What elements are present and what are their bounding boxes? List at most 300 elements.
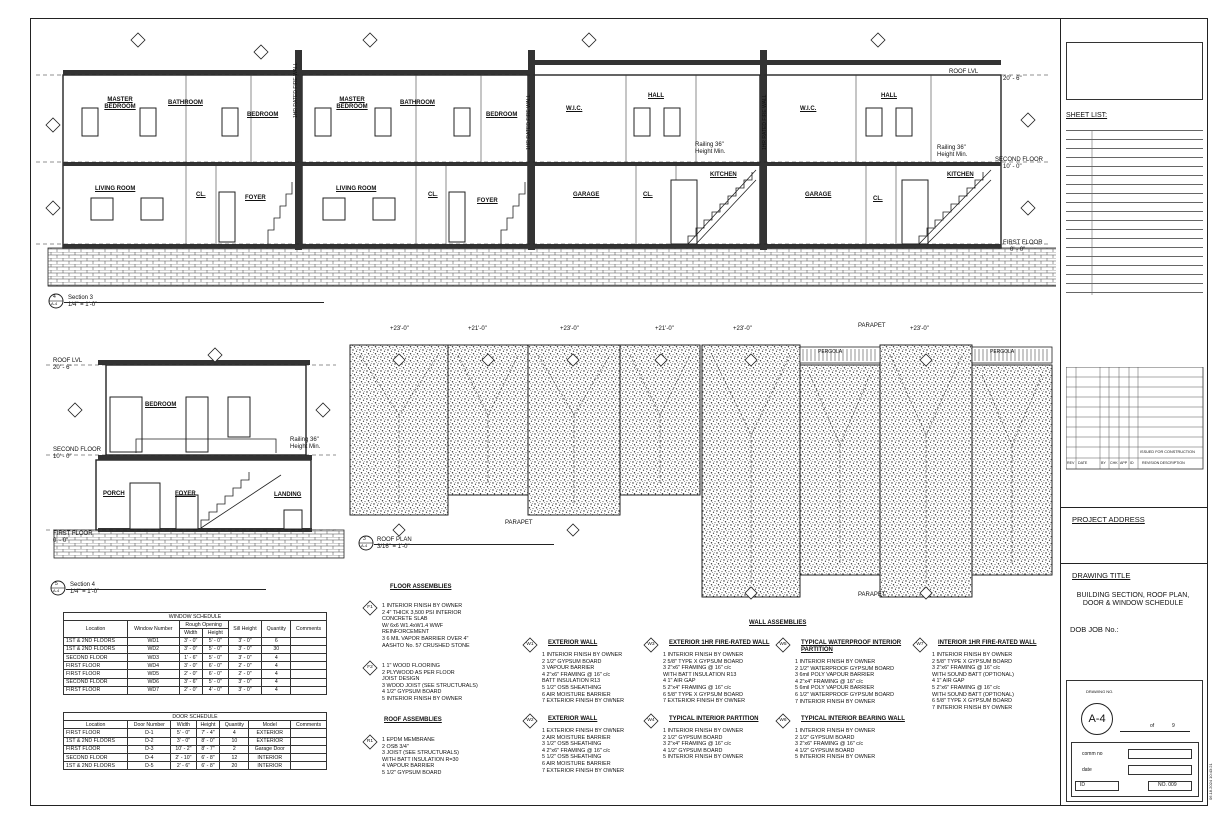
rule <box>1060 563 1208 564</box>
room-label: KITCHEN <box>947 172 974 178</box>
assembly-line: 5 2"x4" FRAMING @ 16" c/c <box>663 685 732 691</box>
assembly-line: WITH BATT INSULATION R=30 <box>382 756 459 763</box>
col-header: Quantity <box>220 721 249 729</box>
second-floor-value: 10' - 0" <box>53 454 72 460</box>
drawing-title-label: DRAWING TITLE <box>1072 571 1131 580</box>
table-cell: FIRST FLOOR <box>64 729 128 737</box>
assembly-line: 1 INTERIOR FINISH BY OWNER <box>795 659 876 665</box>
room-label: BEDROOM <box>145 402 177 408</box>
table-row <box>64 753 327 761</box>
table-cell <box>291 729 327 737</box>
table-cell: EXTERIOR <box>249 729 291 737</box>
assembly-tag: F1 <box>367 605 373 610</box>
assembly-line: 4 2"x6" FRAMING @ 16" c/c <box>542 671 611 678</box>
door-schedule-body <box>64 729 327 770</box>
sheet-list-rule <box>1066 157 1203 158</box>
assembly-line: JOIST DESIGN <box>382 676 420 683</box>
assembly-line: 4 1" AIR GAP <box>932 678 965 685</box>
section-3-drawing <box>36 30 1056 320</box>
revision-header: ID <box>1130 461 1134 465</box>
assembly-line: 6 AIR MOISTURE BARRIER <box>542 691 611 698</box>
table-cell: 1ST & 2ND FLOORS <box>64 645 128 653</box>
door-schedule-title: DOOR SCHEDULE <box>64 713 327 721</box>
col-header: Comments <box>291 621 327 637</box>
railing-note: Railing 36" Height Min. <box>937 145 968 158</box>
table-cell: 5' - 0" <box>202 637 228 645</box>
assembly-line: 5 2"x6" FRAMING @ 16" c/c <box>932 685 1001 691</box>
table-cell: 12 <box>220 753 249 761</box>
table-cell: 1ST & 2ND FLOORS <box>64 737 128 745</box>
col-header: Height <box>202 629 228 637</box>
table-cell: 7' - 4" <box>196 729 220 737</box>
assembly-line: 2 1/2" GYPSUM BOARD <box>663 734 723 741</box>
room-label: PORCH <box>103 491 125 497</box>
table-cell: 6' - 8" <box>196 762 220 770</box>
firewall-label: 1HR RATED FIRE WALL <box>526 94 532 150</box>
assembly-line: 1 INTERIOR FINISH BY OWNER <box>382 603 463 609</box>
table-cell: 1ST & 2ND FLOORS <box>64 762 128 770</box>
table-cell <box>291 686 327 694</box>
room-label: KITCHEN <box>710 172 737 178</box>
assembly-line: WITH BATT INSULATION R13 <box>663 671 737 678</box>
of-label: of <box>1150 723 1155 729</box>
table-cell: 10' - 2" <box>171 745 196 753</box>
table-cell: 8' - 0" <box>196 737 220 745</box>
total-sheets: 9 <box>1172 723 1175 729</box>
assembly-line: 6 5/8" TYPE X GYPSUM BOARD <box>663 691 744 698</box>
room-label: HALL <box>648 93 664 99</box>
sheet-list-rule <box>1066 148 1203 149</box>
drawing-no-label: DRAWING NO. <box>1086 689 1114 694</box>
room-label: FOYER <box>245 195 266 201</box>
sheet-list-rule <box>1066 166 1203 167</box>
table-cell: WD7 <box>128 686 179 694</box>
table-cell: SECOND FLOOR <box>64 653 128 661</box>
table-cell: 3' - 0" <box>171 737 196 745</box>
col-header: Comments <box>291 721 327 729</box>
first-floor-value: 0' - 0" <box>1010 247 1026 253</box>
table-cell: 1ST & 2ND FLOORS <box>64 637 128 645</box>
sheet-no: NO. 009 <box>1158 782 1177 788</box>
table-cell: 6 <box>262 637 291 645</box>
sheet-list-rule <box>1066 229 1203 230</box>
table-cell: D-5 <box>128 762 171 770</box>
table-cell: 5' - 0" <box>202 653 228 661</box>
parapet-label: PARAPET <box>858 592 886 598</box>
assembly-line: 4 1/2" GYPSUM BOARD <box>795 747 855 754</box>
table-cell: 3' - 0" <box>179 645 202 653</box>
assembly-line: BATT INSULATION R13 <box>542 678 601 685</box>
assembly-tag: W3 <box>647 642 655 647</box>
section-4-scale: 1/4" = 1'-0" <box>70 589 100 595</box>
assembly-line: 2 1/2" WATERPROOF GYPSUM BOARD <box>795 665 894 672</box>
assembly-line: 3 JOIST (SEE STRUCTURALS) <box>382 750 459 757</box>
sheet-list-rule <box>1066 292 1203 293</box>
table-cell: 10 <box>220 737 249 745</box>
assembly-line: 4 2"x6" FRAMING @ 16" c/c <box>542 747 611 754</box>
assembly-line: 3 2"x6" FRAMING @ 16" c/c <box>663 665 732 672</box>
assembly-title: EXTERIOR WALL <box>548 640 598 646</box>
table-cell <box>291 753 327 761</box>
wall-assemblies-title: WALL ASSEMBLIES <box>749 620 807 626</box>
sheet-list-rule <box>1066 184 1203 185</box>
roof-assemblies-title: ROOF ASSEMBLIES <box>384 717 442 723</box>
roof-elevation: +21'-0" <box>655 326 674 332</box>
assembly-title: TYPICAL INTERIOR BEARING WALL <box>801 716 905 722</box>
assembly-line: 3 6mil POLY VAPOUR BARRIER <box>795 672 875 679</box>
assembly-line: 4 1/2" GYPSUM BOARD <box>663 747 723 754</box>
room-label: FOYER <box>175 491 196 497</box>
table-cell: 4 <box>220 729 249 737</box>
sheet-list-rule <box>1066 130 1203 131</box>
table-cell <box>291 762 327 770</box>
sheet-list-rule <box>1066 256 1203 257</box>
col-header: Location <box>64 721 128 729</box>
table-row <box>64 737 327 745</box>
assembly-line: 6 5/8" TYPE X GYPSUM BOARD <box>932 698 1013 705</box>
room-label: BATHROOM <box>400 100 435 106</box>
table-cell: Garage Door <box>249 745 291 753</box>
assembly-line: 6 AIR MOISTURE BARRIER <box>542 761 611 767</box>
table-cell: WD6 <box>128 678 179 686</box>
table-cell: D-4 <box>128 753 171 761</box>
room-label: CL. <box>428 192 438 198</box>
sheet-list-label: SHEET LIST: <box>1066 112 1108 119</box>
table-cell: 5' - 0" <box>202 678 228 686</box>
assembly-line: 4 VAPOUR BARRIER <box>382 763 435 770</box>
sheet-list-rule <box>1066 283 1203 284</box>
assembly-tag: W7 <box>916 642 924 647</box>
assembly-tag: W4 <box>647 718 655 723</box>
room-label: W.I.C. <box>800 106 817 112</box>
table-cell: 3' - 0" <box>228 678 262 686</box>
roof-elevation: +23'-0" <box>390 326 409 332</box>
room-label: MASTER BEDROOM <box>336 97 368 110</box>
assembly-line: 3 2"x4" FRAMING @ 16" c/c <box>663 741 732 748</box>
assembly-line: 5 1/2" OSB SHEATHING <box>542 685 602 691</box>
col-header: Height <box>196 721 220 729</box>
sheet-list-rule <box>1066 274 1203 275</box>
date-label: date <box>1082 767 1092 773</box>
table-cell: 3' - 0" <box>228 653 262 661</box>
second-floor-label: SECOND FLOOR <box>53 447 102 453</box>
assembly-line: 1 INTERIOR FINISH BY OWNER <box>795 728 876 734</box>
roof-plan-scale: 3/16" = 1'-0" <box>377 544 410 550</box>
table-cell: D-1 <box>128 729 171 737</box>
table-cell: EXTERIOR <box>249 737 291 745</box>
roof-plan-title-rule <box>374 544 554 545</box>
section-3-title-rule <box>64 302 324 303</box>
table-row <box>64 686 327 694</box>
assembly-line: WITH SOUND BATT (OPTIONAL) <box>932 671 1014 678</box>
roof-level-value: 20' - 6" <box>1003 76 1022 82</box>
table-cell: 2' - 10" <box>171 753 196 761</box>
table-cell: SECOND FLOOR <box>64 753 128 761</box>
parapet-label: PARAPET <box>858 323 886 329</box>
section-4-title: Section 4 <box>70 582 96 588</box>
room-label: MASTER BEDROOM <box>104 97 136 110</box>
roof-plan-drawing <box>345 335 1060 600</box>
roof-plan-title: ROOF PLAN <box>377 537 412 543</box>
table-cell <box>291 737 327 745</box>
assembly-tag: F2 <box>367 665 373 670</box>
pergola-label: PERGOLA <box>990 349 1015 355</box>
revision-header: REVISION DESCRIPTION <box>1142 461 1185 465</box>
sheet-list-grid <box>1066 130 1204 295</box>
timestamp-stamp: 06.18.2024 10:43:21 <box>1208 763 1213 800</box>
revision-header: CHK <box>1110 461 1118 465</box>
assembly-line: 1 INTERIOR FINISH BY OWNER <box>663 652 744 658</box>
assembly-title: TYPICAL INTERIOR PARTITION <box>669 716 759 722</box>
table-cell: WD2 <box>128 645 179 653</box>
assembly-line: 5 1/2" OSB SHEATHING <box>542 754 602 761</box>
assembly-tag: R1 <box>366 739 374 744</box>
logo-box <box>1066 42 1203 100</box>
table-row <box>64 745 327 753</box>
section-4-sheet-ref: A-4 <box>53 588 60 593</box>
assembly-line: 2 1/2" GYPSUM BOARD <box>542 658 602 665</box>
table-cell: 3' - 0" <box>179 662 202 670</box>
table-cell: 4 <box>262 678 291 686</box>
assembly-tag: W6 <box>779 718 787 723</box>
roof-elevation: +21'-0" <box>468 326 487 332</box>
rule <box>1060 507 1208 508</box>
assembly-line: W/ 6x6 W1.4xW1.4 WWF <box>382 622 444 629</box>
assembly-line: 1 INTERIOR FINISH BY OWNER <box>932 652 1013 658</box>
assembly-line: 5 INTERIOR FINISH BY OWNER <box>663 754 744 761</box>
table-cell <box>291 745 327 753</box>
floor-assemblies-title: FLOOR ASSEMBLIES <box>390 584 452 590</box>
assembly-line: 3 6 MIL VAPOR BARRIER OVER 4" <box>382 636 469 642</box>
roof-level-label: ROOF LVL <box>53 358 83 364</box>
room-label: CL. <box>643 192 653 198</box>
assembly-line: 3 2"x6" FRAMING @ 16" c/c <box>795 741 864 748</box>
section-3-number: 4 <box>53 294 56 300</box>
date-field <box>1128 765 1192 775</box>
sheet-list-rule <box>1066 247 1203 248</box>
assembly-title: INTERIOR 1HR FIRE-RATED WALL <box>938 640 1037 646</box>
assembly-line: 7 INTERIOR FINISH BY OWNER <box>932 704 1013 711</box>
assembly-tag: W5 <box>779 642 787 647</box>
room-label: FOYER <box>477 198 498 204</box>
room-label: LIVING ROOM <box>95 186 136 192</box>
table-cell: 30 <box>262 645 291 653</box>
table-cell <box>291 645 327 653</box>
table-cell: D-3 <box>128 745 171 753</box>
assembly-line: CONCRETE SLAB <box>382 616 428 623</box>
project-address-label: PROJECT ADDRESS <box>1072 515 1145 524</box>
room-label: HALL <box>881 93 897 99</box>
table-cell: 3' - 0" <box>228 686 262 694</box>
assembly-line: 3 1/2" OSB SHEATHING <box>542 741 602 748</box>
second-floor-label: SECOND FLOOR <box>995 157 1044 163</box>
section-3-title: Section 3 <box>68 295 94 301</box>
table-row <box>64 645 327 653</box>
room-label: W.I.C. <box>566 106 583 112</box>
assembly-line: 3 2"x6" FRAMING @ 16" c/c <box>932 665 1001 672</box>
assembly-line: 1 EXTERIOR FINISH BY OWNER <box>542 728 624 734</box>
sheet-list-rule <box>1066 202 1203 203</box>
table-cell: WD5 <box>128 670 179 678</box>
room-label: BEDROOM <box>247 112 279 118</box>
sheet-list-rule <box>1066 211 1203 212</box>
table-cell: WD1 <box>128 637 179 645</box>
sheet-list-rule <box>1066 265 1203 266</box>
revision-issued: ISSUED FOR CONSTRUCTION <box>1140 450 1195 454</box>
assembly-line: AASHTO No. 57 CRUSHED STONE <box>382 642 470 649</box>
table-cell: 3' - 0" <box>179 637 202 645</box>
section-4-number: 5 <box>55 581 58 587</box>
sheet-list-rule <box>1066 139 1203 140</box>
assembly-line: 1 INTERIOR FINISH BY OWNER <box>663 728 744 734</box>
table-cell <box>291 670 327 678</box>
assembly-line: 5 INTERIOR FINISH BY OWNER <box>795 754 876 761</box>
table-row <box>64 637 327 645</box>
roof-plan-number: 3 <box>363 536 366 542</box>
room-label: LANDING <box>274 492 302 498</box>
assembly-line: REINFORCEMENT <box>382 629 430 636</box>
table-cell: 6' - 8" <box>196 753 220 761</box>
first-floor-value: 0' - 0" <box>53 538 69 544</box>
assembly-line: 2 OSB 3/4" <box>382 743 409 750</box>
room-label: BEDROOM <box>486 112 518 118</box>
railing-note: Railing 36" Height Min. <box>695 142 726 155</box>
table-cell: WD3 <box>128 653 179 661</box>
assembly-title: EXTERIOR WALL <box>548 716 598 722</box>
assembly-line: 1 EPDM MEMBRANE <box>382 737 435 743</box>
table-cell: INTERIOR <box>249 762 291 770</box>
col-header: Width <box>171 721 196 729</box>
first-floor-label: FIRST FLOOR <box>1003 240 1043 246</box>
window-schedule-title: WINDOW SCHEDULE <box>64 613 327 621</box>
table-cell: 2' - 0" <box>179 670 202 678</box>
assembly-title: EXTERIOR 1HR FIRE-RATED WALL <box>669 640 770 646</box>
table-cell: FIRST FLOOR <box>64 662 128 670</box>
assembly-tag: W2 <box>526 718 534 723</box>
table-cell <box>291 637 327 645</box>
firewall-label: 1HR RATED FIRE WALL <box>293 62 299 118</box>
col-header: Model <box>249 721 291 729</box>
window-schedule-body <box>64 637 327 694</box>
assembly-line: 4 2"x4" FRAMING @ 16" c/c <box>795 678 864 685</box>
room-label: CL. <box>873 196 883 202</box>
table-cell: 2' - 0" <box>228 662 262 670</box>
table-cell: 4 <box>262 670 291 678</box>
comm-field <box>1128 749 1192 759</box>
parapet-label: PARAPET <box>505 520 533 526</box>
assembly-line: 3 WOOD JOIST (SEE STRUCTURALS) <box>382 682 478 689</box>
table-cell: FIRST FLOOR <box>64 686 128 694</box>
col-header: Width <box>179 629 202 637</box>
assembly-line: 4 1/2" GYPSUM BOARD <box>382 689 442 696</box>
assembly-line: 2 5/8" TYPE X GYPSUM BOARD <box>932 658 1013 665</box>
assembly-line: 7 EXTERIOR FINISH BY OWNER <box>663 698 745 705</box>
table-cell <box>291 662 327 670</box>
assembly-line: 5 6mil POLY VAPOUR BARRIER <box>795 685 875 692</box>
table-cell: 2' - 6" <box>171 762 196 770</box>
table-cell: WD4 <box>128 662 179 670</box>
comm-label: comm no <box>1082 751 1103 757</box>
pergola-label: PERGOLA <box>818 349 843 355</box>
table-cell: 2 <box>220 745 249 753</box>
roof-elevation: +23'-0" <box>560 326 579 332</box>
door-schedule-table <box>63 712 327 770</box>
railing-note: Railing 36" Height Min. <box>290 437 321 450</box>
roof-elevation: +23'-0" <box>910 326 929 332</box>
section-3-scale: 1/4" = 1'-0" <box>68 302 98 308</box>
assembly-line: 7 EXTERIOR FINISH BY OWNER <box>542 767 624 774</box>
table-cell: SECOND FLOOR <box>64 678 128 686</box>
sheet-list-rule <box>1066 220 1203 221</box>
assembly-line: 2 AIR MOISTURE BARRIER <box>542 734 611 741</box>
assembly-line: 2 5/8" TYPE X GYPSUM BOARD <box>663 658 744 665</box>
room-label: GARAGE <box>805 192 832 198</box>
col-header: Location <box>64 621 128 637</box>
assembly-line: 2 4" THICK 3,500 PSI INTERIOR <box>382 609 462 616</box>
assembly-line: 6 1/2" WATERPROOF GYPSUM BOARD <box>795 692 894 698</box>
table-cell <box>291 653 327 661</box>
assembly-title: TYPICAL WATERPROOF INTERIOR PARTITION <box>801 640 902 653</box>
room-label: CL. <box>196 192 206 198</box>
assembly-line: 2 PLYWOOD AS PER FLOOR <box>382 669 455 676</box>
window-schedule-table <box>63 612 327 695</box>
table-cell: 4' - 0" <box>202 686 228 694</box>
col-header: Sill Height <box>228 621 262 637</box>
rule <box>1120 731 1190 732</box>
table-cell: INTERIOR <box>249 753 291 761</box>
sheet-list-rule <box>1066 175 1203 176</box>
table-cell: 3' - 6" <box>179 678 202 686</box>
col-header: Quantity <box>262 621 291 637</box>
table-cell: 3' - 0" <box>228 645 262 653</box>
drawing-number: A-4 <box>1088 713 1106 725</box>
drawing-title: BUILDING SECTION, ROOF PLAN, DOOR & WINDOW SCHEDULE <box>1076 592 1190 608</box>
assembly-line: 1 INTERIOR FINISH BY OWNER <box>542 652 623 658</box>
table-row <box>64 762 327 770</box>
col-header: Window Number <box>128 621 179 637</box>
roof-plan-sheet-ref: A-4 <box>361 543 368 548</box>
table-cell <box>291 678 327 686</box>
second-floor-value: 10' - 0" <box>1003 164 1022 170</box>
revision-header: APP <box>1120 461 1128 465</box>
assembly-line: 3 VAPOUR BARRIER <box>542 665 595 672</box>
table-row <box>64 729 327 737</box>
table-cell: 5' - 0" <box>202 645 228 653</box>
revision-header: DATE <box>1078 461 1088 465</box>
roof-elevation: +23'-0" <box>733 326 752 332</box>
section-3-sheet-ref: A-4 <box>51 301 58 306</box>
room-label: GARAGE <box>573 192 600 198</box>
table-cell: 4 <box>262 662 291 670</box>
room-label: BATHROOM <box>168 100 203 106</box>
table-cell: 2' - 0" <box>179 686 202 694</box>
table-cell: FIRST FLOOR <box>64 670 128 678</box>
table-cell: 2' - 0" <box>228 670 262 678</box>
roof-level-value: 20' - 6" <box>53 365 72 371</box>
table-row <box>64 662 327 670</box>
assembly-line: 5 1/2" GYPSUM BOARD <box>382 770 442 776</box>
table-cell: 6' - 0" <box>202 670 228 678</box>
table-cell: D-2 <box>128 737 171 745</box>
table-cell: 3' - 0" <box>228 637 262 645</box>
roof-level-label: ROOF LVL <box>949 69 979 75</box>
revision-header: BY <box>1101 461 1106 465</box>
table-cell: 20 <box>220 762 249 770</box>
assembly-tag: W1 <box>526 642 534 647</box>
table-cell: 1' - 6" <box>179 653 202 661</box>
assembly-line: 5 INTERIOR FINISH BY OWNER <box>382 696 463 702</box>
room-label: LIVING ROOM <box>336 186 377 192</box>
